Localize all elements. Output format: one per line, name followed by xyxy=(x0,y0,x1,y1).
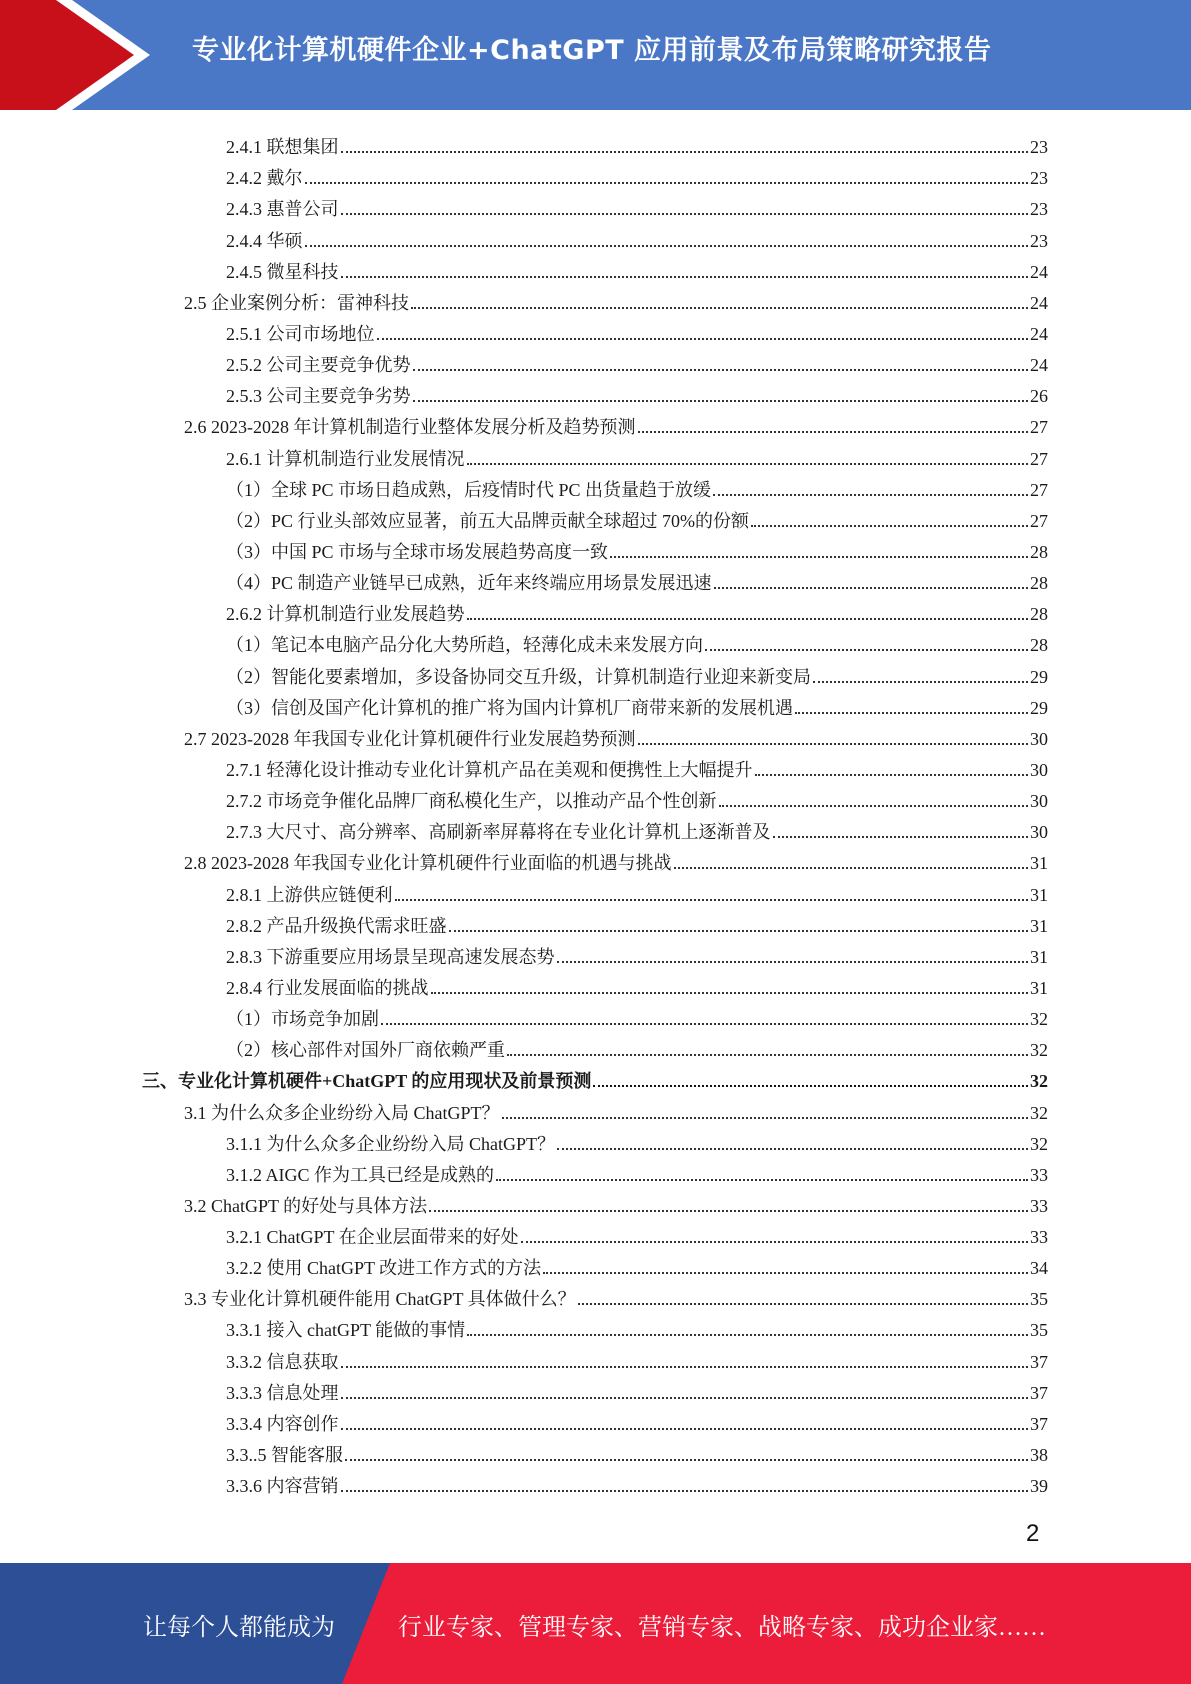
toc-dot-leader xyxy=(496,1179,1028,1181)
toc-entry-page: 37 xyxy=(1030,1382,1048,1403)
toc-entry[interactable] xyxy=(0,656,1048,687)
toc-entry[interactable] xyxy=(0,220,1048,251)
toc-entry[interactable] xyxy=(0,314,1048,345)
toc-entry-label: 2.4.2 戴尔 xyxy=(226,168,303,189)
toc-entry[interactable] xyxy=(0,563,1048,594)
toc-entry[interactable] xyxy=(0,781,1048,812)
toc-dot-leader xyxy=(755,774,1029,776)
toc-entry-page: 33 xyxy=(1030,1195,1048,1216)
toc-entry-page: 37 xyxy=(1030,1351,1048,1372)
toc-entry-page: 27 xyxy=(1030,510,1048,531)
toc-entry[interactable] xyxy=(0,1186,1048,1217)
toc-entry-label: 2.4.5 微星科技 xyxy=(226,261,339,282)
toc-dot-leader xyxy=(751,525,1028,527)
toc-entry-page: 39 xyxy=(1030,1476,1048,1497)
toc-entry-label: 2.5 企业案例分析：雷神科技 xyxy=(184,292,409,313)
toc-dot-leader xyxy=(411,307,1028,309)
toc-entry[interactable] xyxy=(0,906,1048,937)
toc-entry[interactable] xyxy=(0,874,1048,905)
toc-entry[interactable] xyxy=(0,252,1048,283)
toc-entry-label: 2.6.1 计算机制造行业发展情况 xyxy=(226,448,465,469)
toc-entry-label: 3.3.6 内容营销 xyxy=(226,1476,339,1497)
toc-dot-leader xyxy=(467,1334,1028,1336)
toc-entry-label: 3.3.4 内容创作 xyxy=(226,1413,339,1434)
toc-entry-label: （3）中国 PC 市场与全球市场发展趋势高度一致 xyxy=(226,541,609,562)
toc-entry[interactable] xyxy=(0,750,1048,781)
toc-entry-page: 27 xyxy=(1030,479,1048,500)
toc-entry-label: 3.3.1 接入 chatGPT 能做的事情 xyxy=(226,1320,466,1341)
toc-entry-label: 3.3 专业化计算机硬件能用 ChatGPT 具体做什么？ xyxy=(184,1289,576,1310)
toc-entry-page: 24 xyxy=(1030,355,1048,376)
toc-entry-page: 32 xyxy=(1030,1040,1048,1061)
toc-entry-page: 27 xyxy=(1030,448,1048,469)
toc-entry-page: 23 xyxy=(1030,199,1048,220)
toc-entry[interactable] xyxy=(0,189,1048,220)
toc-entry-page: 31 xyxy=(1030,853,1048,874)
toc-entry-label: （1）全球 PC 市场日趋成熟，后疫情时代 PC 出货量趋于放缓 xyxy=(226,479,712,500)
toc-entry-label: 2.8.1 上游供应链便利 xyxy=(226,884,393,905)
toc-dot-leader xyxy=(341,1428,1029,1430)
toc-entry-page: 38 xyxy=(1030,1445,1048,1466)
toc-dot-leader xyxy=(341,1366,1029,1368)
toc-entry-label: 2.5.2 公司主要竞争优势 xyxy=(226,355,411,376)
toc-entry[interactable] xyxy=(0,532,1048,563)
toc-entry-page: 28 xyxy=(1030,635,1048,656)
toc-entry-page: 30 xyxy=(1030,822,1048,843)
toc-entry-page: 30 xyxy=(1030,759,1048,780)
toc-entry-page: 33 xyxy=(1030,1227,1048,1248)
toc-entry-label: （2）PC 行业头部效应显著，前五大品牌贡献全球超过 70%的份额 xyxy=(226,510,750,531)
toc-dot-leader xyxy=(341,1490,1029,1492)
toc-dot-leader xyxy=(674,867,1029,869)
toc-dot-leader xyxy=(638,431,1029,433)
toc-entry[interactable] xyxy=(0,688,1048,719)
toc-entry-page: 32 xyxy=(1030,1009,1048,1030)
toc-entry[interactable] xyxy=(0,1155,1048,1186)
toc-entry-page: 33 xyxy=(1030,1164,1048,1185)
toc-entry[interactable] xyxy=(0,937,1048,968)
toc-dot-leader xyxy=(713,494,1028,496)
toc-dot-leader xyxy=(705,649,1028,651)
toc-dot-leader xyxy=(557,961,1029,963)
toc-dot-leader xyxy=(431,992,1029,994)
toc-entry-page: 24 xyxy=(1030,323,1048,344)
toc-entry-page: 30 xyxy=(1030,791,1048,812)
toc-entry-label: 2.4.4 华硕 xyxy=(226,230,303,251)
toc-entry-page: 24 xyxy=(1030,261,1048,282)
toc-dot-leader xyxy=(714,587,1028,589)
toc-entry-label: 2.7.3 大尺寸、高分辨率、高刷新率屏幕将在专业化计算机上逐渐普及 xyxy=(226,822,771,843)
toc-entry[interactable] xyxy=(0,438,1048,469)
toc-entry-page: 35 xyxy=(1030,1320,1048,1341)
toc-entry-page: 34 xyxy=(1030,1258,1048,1279)
toc-dot-leader xyxy=(795,712,1028,714)
toc-entry-label: 2.8.3 下游重要应用场景呈现高速发展态势 xyxy=(226,946,555,967)
toc-entry-label: 3.3..5 智能客服 xyxy=(226,1445,343,1466)
toc-entry-page: 28 xyxy=(1030,604,1048,625)
toc-entry[interactable] xyxy=(0,1217,1048,1248)
header-chevron-icon xyxy=(0,0,134,110)
toc-dot-leader xyxy=(557,1148,1028,1150)
toc-entry-page: 35 xyxy=(1030,1289,1048,1310)
toc-entry[interactable] xyxy=(0,1435,1048,1466)
toc-entry-label: 3.1 为什么众多企业纷纷入局 ChatGPT？ xyxy=(184,1102,500,1123)
toc-entry[interactable] xyxy=(0,407,1048,438)
toc-entry-label: （2）核心部件对国外厂商依赖严重 xyxy=(226,1040,505,1061)
toc-entry[interactable] xyxy=(0,1279,1048,1310)
toc-entry-label: （1）笔记本电脑产品分化大势所趋，轻薄化成未来发展方向 xyxy=(226,635,703,656)
toc-entry[interactable] xyxy=(0,594,1048,625)
toc-entry-page: 24 xyxy=(1030,292,1048,313)
toc-dot-leader xyxy=(593,1085,1028,1087)
toc-entry-label: 2.5.3 公司主要竞争劣势 xyxy=(226,386,411,407)
toc-entry-page: 30 xyxy=(1030,728,1048,749)
toc-entry-label: 2.8.2 产品升级换代需求旺盛 xyxy=(226,915,447,936)
footer-slogan-left: 让每个人都能成为 xyxy=(143,1615,335,1641)
toc-entry-page: 31 xyxy=(1030,977,1048,998)
toc-entry[interactable] xyxy=(0,968,1048,999)
toc-entry-page: 28 xyxy=(1030,573,1048,594)
toc-dot-leader xyxy=(773,836,1029,838)
toc-entry[interactable] xyxy=(0,1092,1048,1123)
toc-entry[interactable] xyxy=(0,1373,1048,1404)
toc-entry-label: 2.7.2 市场竞争催化品牌厂商私模化生产，以推动产品个性创新 xyxy=(226,791,717,812)
toc-entry[interactable] xyxy=(0,1124,1048,1155)
toc-dot-leader xyxy=(341,1397,1029,1399)
toc-entry[interactable] xyxy=(0,345,1048,376)
toc-entry-page: 23 xyxy=(1030,168,1048,189)
toc-entry-page: 32 xyxy=(1030,1133,1048,1154)
toc-entry-label: 2.6.2 计算机制造行业发展趋势 xyxy=(226,604,465,625)
toc-dot-leader xyxy=(502,1117,1029,1119)
toc-entry-page: 26 xyxy=(1030,386,1048,407)
toc-entry-page: 32 xyxy=(1030,1102,1048,1123)
toc-entry-label: （4）PC 制造产业链早已成熟，近年来终端应用场景发展迅速 xyxy=(226,573,712,594)
toc-entry[interactable] xyxy=(0,999,1048,1030)
toc-entry-label: 2.7.1 轻薄化设计推动专业化计算机产品在美观和便携性上大幅提升 xyxy=(226,759,753,780)
toc-entry-page: 32 xyxy=(1030,1071,1048,1092)
toc-entry-label: 3.3.2 信息获取 xyxy=(226,1351,339,1372)
toc-dot-leader xyxy=(381,1023,1028,1025)
toc-entry-label: （3）信创及国产化计算机的推广将为国内计算机厂商带来新的发展机遇 xyxy=(226,697,793,718)
toc-entry-label: （2）智能化要素增加，多设备协同交互升级，计算机制造行业迎来新变局 xyxy=(226,666,811,687)
toc-dot-leader xyxy=(305,245,1029,247)
toc-entry-label: 3.2.1 ChatGPT 在企业层面带来的好处 xyxy=(226,1227,519,1248)
toc-entry-label: 3.2 ChatGPT 的好处与具体方法 xyxy=(184,1195,428,1216)
toc-entry-page: 28 xyxy=(1030,541,1048,562)
toc-entry[interactable] xyxy=(0,376,1048,407)
page-number: 2 xyxy=(1026,1520,1040,1547)
toc-entry[interactable] xyxy=(0,719,1048,750)
toc-entry-page: 23 xyxy=(1030,230,1048,251)
toc-entry-label: 2.8.4 行业发展面临的挑战 xyxy=(226,977,429,998)
toc-entry-page: 23 xyxy=(1030,137,1048,158)
toc-entry-label: 3.1.2 AIGC 作为工具已经是成熟的 xyxy=(226,1164,495,1185)
toc-entry[interactable] xyxy=(0,625,1048,656)
toc-entry[interactable] xyxy=(0,1030,1048,1061)
toc-dot-leader xyxy=(413,400,1029,402)
footer-slogan-right: 行业专家、管理专家、营销专家、战略专家、成功企业家…… xyxy=(398,1615,1046,1641)
toc-entry[interactable] xyxy=(0,1466,1048,1497)
toc-entry-label: （1）市场竞争加剧 xyxy=(226,1009,379,1030)
toc-entry-label: 2.7 2023-2028 年我国专业化计算机硬件行业发展趋势预测 xyxy=(184,728,636,749)
toc-entry[interactable] xyxy=(0,470,1048,501)
toc-dot-leader xyxy=(719,805,1029,807)
toc-entry-label: 2.6 2023-2028 年计算机制造行业整体发展分析及趋势预测 xyxy=(184,417,636,438)
toc-entry[interactable] xyxy=(0,812,1048,843)
toc-entry-label: 三、专业化计算机硬件+ChatGPT 的应用现状及前景预测 xyxy=(142,1071,592,1092)
toc-entry-label: 2.4.1 联想集团 xyxy=(226,137,339,158)
page-footer xyxy=(0,1563,1191,1684)
toc-entry-label: 2.4.3 惠普公司 xyxy=(226,199,339,220)
toc-dot-leader xyxy=(467,463,1029,465)
toc-dot-leader xyxy=(610,556,1028,558)
toc-entry[interactable] xyxy=(0,1061,1048,1092)
toc-entry[interactable] xyxy=(0,1310,1048,1341)
toc-entry-page: 37 xyxy=(1030,1413,1048,1434)
toc-entry-page: 29 xyxy=(1030,666,1048,687)
toc-dot-leader xyxy=(467,618,1029,620)
toc-entry-page: 31 xyxy=(1030,946,1048,967)
toc-dot-leader xyxy=(507,1054,1028,1056)
report-title: 专业化计算机硬件企业+ChatGPT 应用前景及布局策略研究报告 xyxy=(192,35,992,66)
toc-entry-page: 27 xyxy=(1030,417,1048,438)
toc-dot-leader xyxy=(449,930,1029,932)
toc-entry-page: 31 xyxy=(1030,884,1048,905)
toc-entry-label: 2.8 2023-2028 年我国专业化计算机硬件行业面临的机遇与挑战 xyxy=(184,853,672,874)
toc-dot-leader xyxy=(341,151,1029,153)
toc-dot-leader xyxy=(813,681,1028,683)
toc-dot-leader xyxy=(395,899,1029,901)
toc-dot-leader xyxy=(305,182,1029,184)
toc-entry-label: 2.5.1 公司市场地位 xyxy=(226,323,375,344)
toc-entry[interactable] xyxy=(0,501,1048,532)
toc-entry[interactable] xyxy=(0,1248,1048,1279)
toc-dot-leader xyxy=(578,1303,1028,1305)
toc-entry[interactable] xyxy=(0,127,1048,158)
table-of-contents xyxy=(0,127,1191,1497)
toc-entry[interactable] xyxy=(0,843,1048,874)
toc-dot-leader xyxy=(377,338,1029,340)
toc-entry-label: 3.3.3 信息处理 xyxy=(226,1382,339,1403)
toc-entry-label: 3.2.2 使用 ChatGPT 改进工作方式的方法 xyxy=(226,1258,542,1279)
toc-dot-leader xyxy=(543,1272,1028,1274)
toc-entry-label: 3.1.1 为什么众多企业纷纷入局 ChatGPT？ xyxy=(226,1133,555,1154)
page-header xyxy=(0,0,1191,110)
toc-dot-leader xyxy=(429,1210,1028,1212)
toc-dot-leader xyxy=(341,276,1029,278)
toc-entry[interactable] xyxy=(0,1341,1048,1372)
toc-entry[interactable] xyxy=(0,1404,1048,1435)
toc-dot-leader xyxy=(521,1241,1028,1243)
toc-dot-leader xyxy=(413,369,1029,371)
toc-entry[interactable] xyxy=(0,283,1048,314)
toc-dot-leader xyxy=(345,1459,1028,1461)
toc-dot-leader xyxy=(638,743,1029,745)
toc-entry-page: 29 xyxy=(1030,697,1048,718)
toc-entry-page: 31 xyxy=(1030,915,1048,936)
toc-dot-leader xyxy=(341,213,1029,215)
toc-entry[interactable] xyxy=(0,158,1048,189)
